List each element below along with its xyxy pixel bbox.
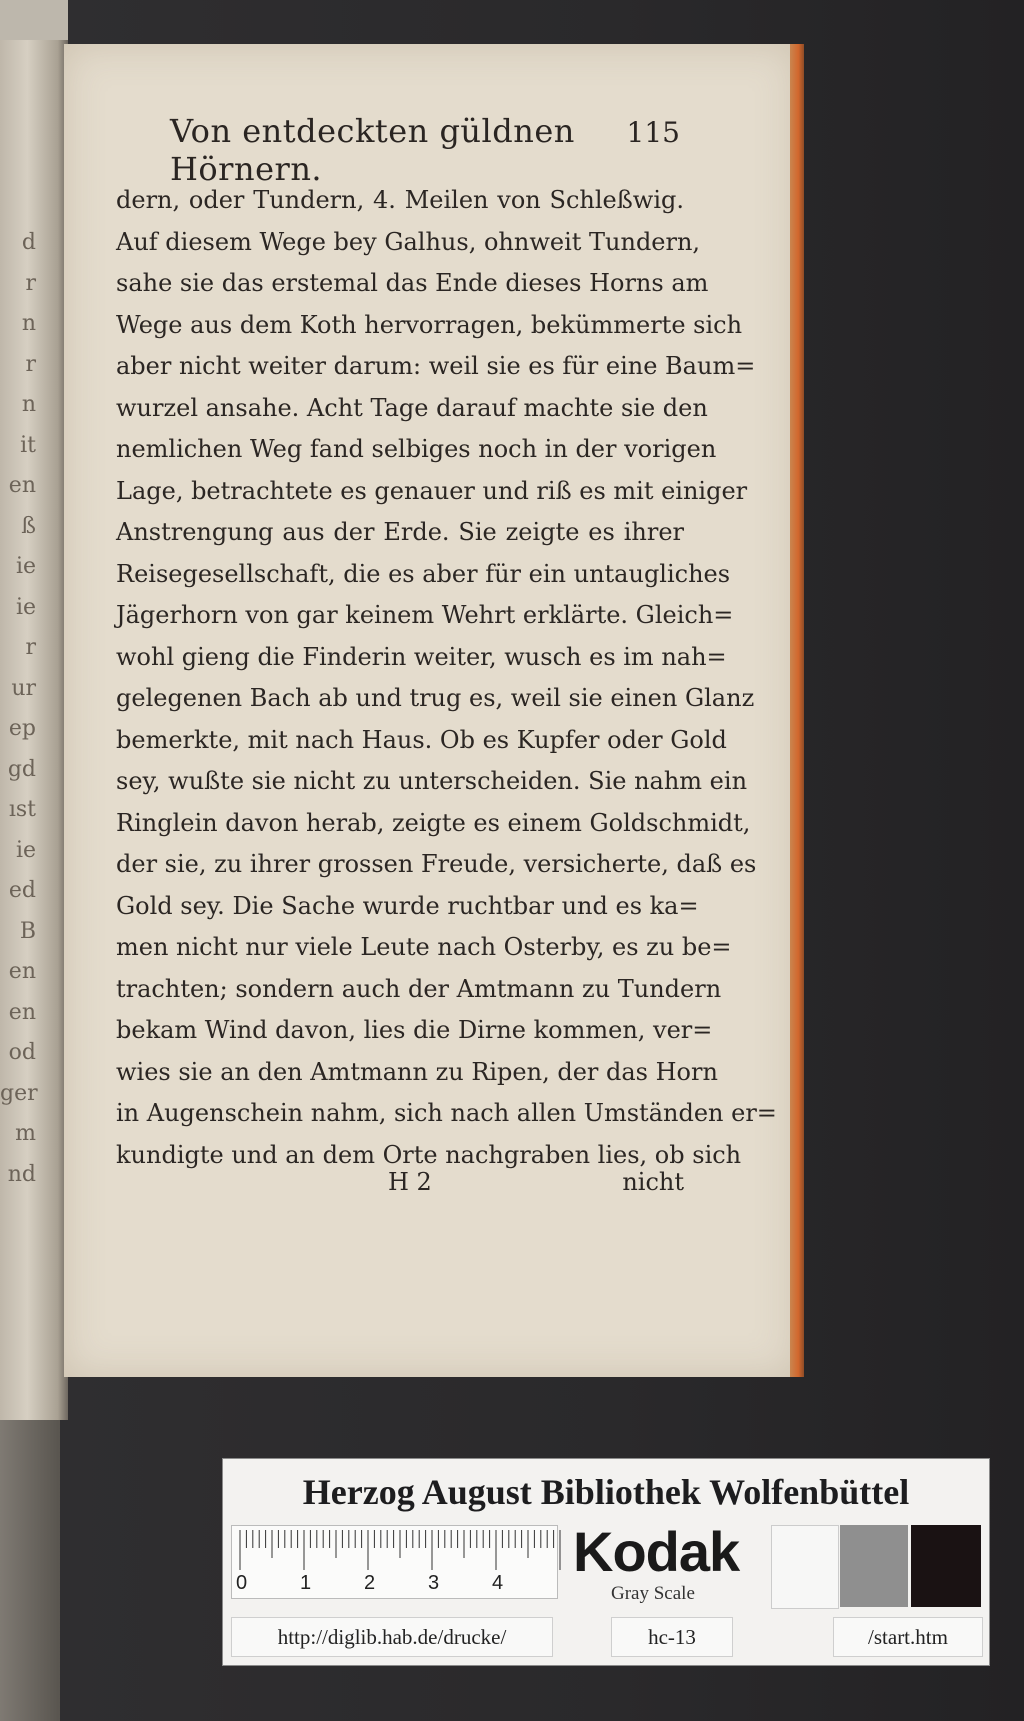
left-leaf-top	[0, 0, 68, 40]
previous-leaf-glyph: it	[20, 432, 36, 458]
text-line: Jägerhorn von gar keinem Wehrt erklärte. Gleich=	[116, 601, 734, 629]
text-line: Reisegesellschaft, die es aber für ein untaugliches	[116, 559, 731, 588]
previous-leaf-glyph: d	[21, 230, 36, 255]
text-line: aber nicht weiter darum: weil sie es für eine Baum=	[116, 352, 756, 380]
running-header	[170, 112, 680, 188]
measurement-ruler	[231, 1525, 558, 1599]
grayscale-label: Gray Scale	[611, 1583, 695, 1604]
library-color-card	[222, 1458, 990, 1666]
swatch-gray	[840, 1525, 908, 1607]
previous-leaf-glyph: m	[15, 1121, 36, 1146]
text-line: Wege aus dem Koth hervorragen, bekümmerte sich	[116, 310, 743, 339]
text-line: Auf diesem Wege bey Galhus, ohnweit Tundern,	[116, 227, 701, 256]
previous-leaf-glyph: gd	[7, 756, 36, 782]
text-line: kundigte und an dem Orte nachgraben lies, ob sich	[116, 1140, 742, 1169]
text-line: in Augenschein nahm, sich nach allen Umständen er=	[116, 1099, 777, 1127]
text-line: Anstrengung aus der Erde. Sie zeigte es ihrer	[116, 518, 684, 546]
previous-leaf-glyph: ed	[8, 878, 36, 903]
page-footer	[116, 1168, 684, 1208]
text-line: Ringlein davon herab, zeigte es einem Goldschmidt,	[116, 808, 751, 837]
ruler-number: 2	[364, 1572, 376, 1594]
library-name: Herzog August Bibliothek Wolfenbüttel	[302, 1472, 910, 1512]
text-line: der sie, zu ihrer grossen Freude, versicherte, daß es	[116, 850, 757, 878]
url-right: /start.htm	[833, 1617, 983, 1657]
url-left: http://diglib.hab.de/drucke/	[231, 1617, 553, 1657]
previous-leaf-glyph: ie	[15, 554, 36, 579]
previous-leaf-glyph: r	[25, 351, 36, 377]
previous-leaf-glyph: ie	[15, 594, 36, 620]
text-line: wurzel ansahe. Acht Tage darauf machte sie den	[116, 393, 708, 422]
previous-leaf-glyph: ur	[11, 675, 36, 701]
signature-mark: H 2	[388, 1168, 432, 1196]
swatch-white	[771, 1525, 839, 1609]
ruler-number: 3	[428, 1572, 440, 1594]
text-line: Gold sey. Die Sache wurde ruchtbar und es ka=	[116, 891, 699, 920]
previous-leaf-glyph: r	[25, 635, 36, 660]
previous-leaf-glyph: od	[8, 1040, 36, 1065]
text-line: trachten; sondern auch der Amtmann zu Tundern	[116, 974, 722, 1003]
shelfmark: hc-13	[611, 1617, 733, 1657]
text-line: wohl gieng die Finderin weiter, wusch es im nah=	[116, 642, 727, 671]
text-line: bekam Wind davon, lies die Dirne kommen, ver=	[116, 1016, 713, 1044]
ruler-number: 4	[492, 1572, 504, 1594]
text-line: sey, wußte sie nicht zu unterscheiden. Sie nahm ein	[116, 767, 748, 795]
previous-leaf-text	[0, 230, 40, 1202]
previous-leaf-glyph: n	[21, 311, 36, 336]
text-line: gelegenen Bach ab und trug es, weil sie einen Glanz	[116, 684, 755, 712]
text-line: bemerkte, mit nach Haus. Ob es Kupfer oder Gold	[116, 725, 727, 754]
previous-leaf-glyph: ıst	[8, 797, 36, 822]
previous-leaf-glyph: B	[19, 918, 36, 944]
text-line: dern, oder Tundern, 4. Meilen von Schleßwig.	[116, 186, 684, 214]
previous-leaf-glyph: ß	[21, 513, 36, 539]
previous-leaf-glyph: ie	[15, 837, 36, 863]
text-line: sahe sie das erstemal das Ende dieses Horns am	[116, 269, 709, 297]
page-number: 115	[626, 116, 680, 149]
ruler-numbers	[232, 1572, 557, 1596]
text-line: men nicht nur viele Leute nach Osterby, es zu be=	[116, 933, 732, 961]
swatch-black	[911, 1525, 981, 1607]
previous-leaf-glyph: n	[21, 392, 36, 417]
previous-leaf-glyph: ep	[8, 716, 36, 741]
text-line: wies sie an den Amtmann zu Ripen, der das Horn	[116, 1057, 718, 1086]
ruler-number: 0	[236, 1572, 248, 1594]
text-line: Lage, betrachtete es genauer und riß es mit einiger	[116, 476, 748, 505]
previous-leaf-glyph: nd	[7, 1161, 36, 1187]
page-edge-red	[790, 44, 804, 1377]
previous-leaf-glyph: en	[8, 999, 36, 1025]
ruler-ticks	[232, 1526, 557, 1572]
previous-leaf-glyph: ger	[0, 1080, 38, 1106]
previous-leaf-edge	[0, 40, 68, 1420]
previous-leaf-glyph: en	[8, 473, 36, 498]
body-text	[116, 180, 777, 1176]
previous-leaf-glyph: r	[25, 270, 36, 296]
catchword: nicht	[622, 1168, 684, 1196]
ruler-number: 1	[300, 1572, 312, 1594]
running-head-title: Von entdeckten güldnen Hörnern.	[170, 112, 575, 188]
text-line: nemlichen Weg fand selbiges noch in der vorigen	[116, 435, 717, 463]
left-leaf-bottom	[0, 1420, 60, 1721]
previous-leaf-glyph: en	[8, 959, 36, 984]
kodak-logo: Kodak	[573, 1520, 740, 1583]
